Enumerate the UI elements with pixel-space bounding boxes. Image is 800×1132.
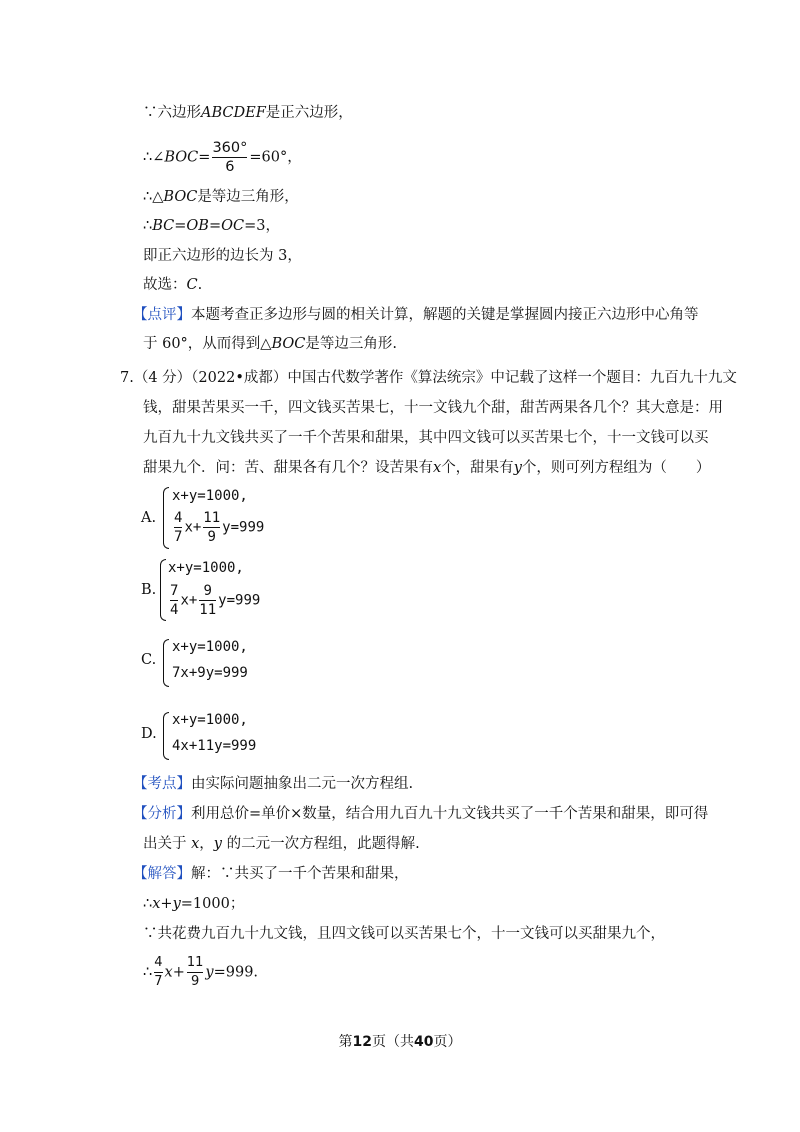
solution-line-1: ∵六边形ABCDEF是正六边形， xyxy=(143,105,353,121)
review-tag: 【点评】 xyxy=(133,307,191,323)
option-a-row-2: $\frac{4}{7}$ x+ $\frac{11}{9}$ y=999 xyxy=(174,510,265,545)
option-d-row-1: x+y=1000, xyxy=(172,712,248,728)
solution-line-4: ∴BC=OB=OC=3， xyxy=(143,218,280,234)
solution-line-6: 故选：C. xyxy=(143,277,203,293)
option-c-brace xyxy=(163,639,169,687)
option-d-label[interactable]: D. xyxy=(141,726,157,742)
total-page-number: 40 xyxy=(414,1034,434,1050)
option-d-brace xyxy=(163,712,169,760)
because-line-2: ∵共花费九百九十九文钱，且四文钱可以买苦果七个，十一文钱可以买甜果九个， xyxy=(143,926,665,942)
jieda-line: 【解答】解：∵共买了一千个苦果和甜果， xyxy=(133,866,409,882)
option-c-row-2: 7x+9y=999 xyxy=(172,665,248,681)
angle-fraction: $\frac{360^\circ}{6}$ xyxy=(212,140,248,175)
equation-1-line: ∴x+y=1000； xyxy=(143,896,245,912)
fenxi-tag: 【分析】 xyxy=(133,806,191,822)
kaodian-tag: 【考点】 xyxy=(133,776,191,792)
fenxi-line-1: 【分析】利用总价=单价×数量，结合用九百九十九文钱共买了一千个苦果和甜果，即可得 xyxy=(133,806,709,822)
solution-line-5: 即正六边形的边长为 3， xyxy=(143,248,302,264)
question-7-line-3: 九百九十九文钱共买了一千个苦果和甜果，其中四文钱可以买苦果七个，十一文钱可以买 xyxy=(143,430,709,446)
equation-2-line: ∴ $\frac{4}{7}$ x+ $\frac{11}{9}$ y=999. xyxy=(143,955,259,989)
question-7-line-4: 甜果九个．问：苦、甜果各有几个？设苦果有x个，甜果有y个，则可列方程组为（ ） xyxy=(143,460,711,476)
current-page-number: 12 xyxy=(352,1034,372,1050)
review-line-2: 于 60°，从而得到△BOC是等边三角形. xyxy=(143,336,397,352)
option-a-label[interactable]: A. xyxy=(141,510,157,526)
option-c-row-1: x+y=1000, xyxy=(172,639,248,655)
option-d-row-2: 4x+11y=999 xyxy=(172,738,257,754)
fenxi-line-2: 出关于 x，y 的二元一次方程组，此题得解. xyxy=(143,836,420,852)
option-a-row-1: x+y=1000, xyxy=(172,488,248,504)
kaodian-line: 【考点】由实际问题抽象出二元一次方程组. xyxy=(133,776,414,792)
option-b-row-1: x+y=1000, xyxy=(168,560,244,576)
option-a-brace xyxy=(163,487,169,549)
page-footer: 第12页（共40页） xyxy=(338,1034,462,1050)
option-c-label[interactable]: C. xyxy=(141,652,157,668)
option-b-brace xyxy=(160,559,166,621)
question-7-line-2: 钱，甜果苦果买一千，四文钱买苦果七，十一文钱九个甜，甜苦两果各几个？其大意是：用 xyxy=(143,400,723,416)
option-b-label[interactable]: B. xyxy=(141,582,157,598)
jieda-tag: 【解答】 xyxy=(133,866,191,882)
option-b-row-2: $\frac{7}{4}$ x+ $\frac{9}{11}$ y=999 xyxy=(170,583,261,618)
question-7-line-1: 7.（4 分）（2022•成都）中国古代数学著作《算法统宗》中记载了这样一个题目：九百九十九文 xyxy=(120,370,737,386)
solution-line-3: ∴△BOC是等边三角形， xyxy=(143,189,299,205)
solution-line-2: ∴∠BOC= $\frac{360^\circ}{6}$ =60°， xyxy=(143,140,302,175)
review-line-1: 【点评】本题考查正多边形与圆的相关计算，解题的关键是掌握圆内接正六边形中心角等 xyxy=(133,307,699,323)
